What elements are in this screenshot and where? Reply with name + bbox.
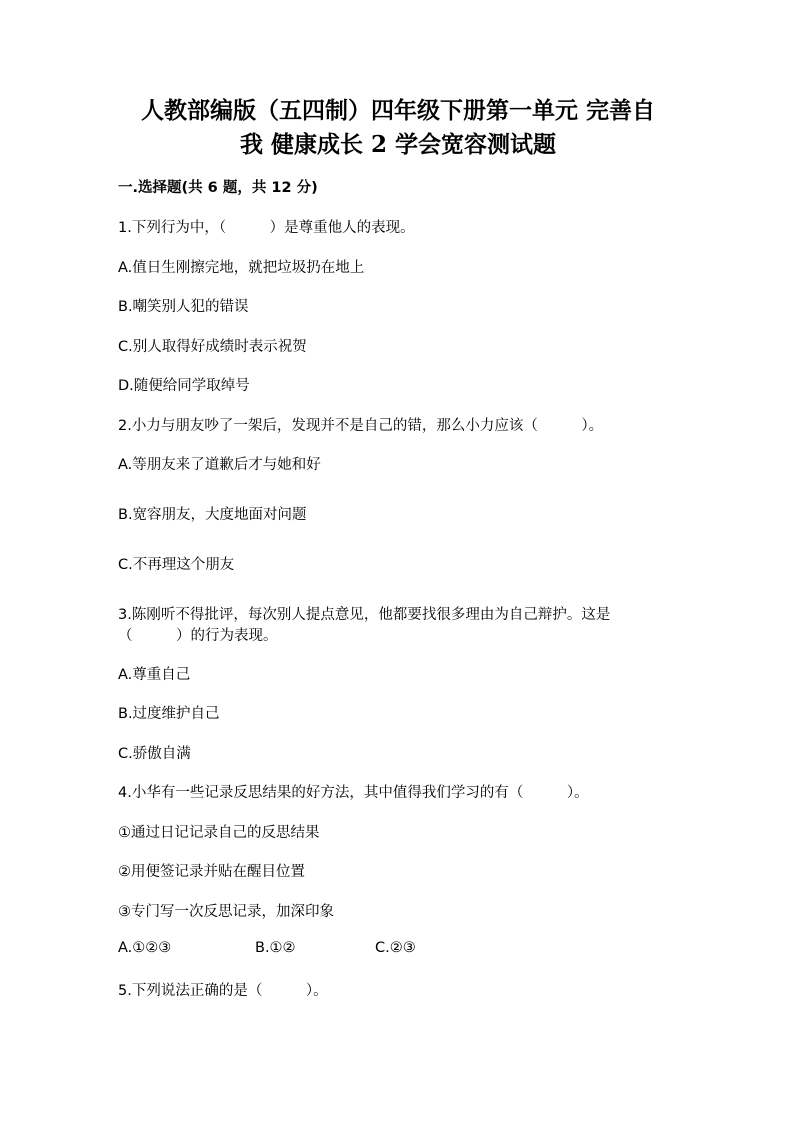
question-3-option-c: C.骄傲自满	[118, 746, 191, 762]
question-2-option-c: C.不再理这个朋友	[118, 557, 235, 573]
question-3-option-b: B.过度维护自己	[118, 706, 220, 722]
question-1-option-d: D.随便给同学取绰号	[118, 378, 250, 394]
question-4-item-3: ③专门写一次反思记录，加深印象	[118, 904, 334, 920]
question-3-stem-line-2: （ ）的行为表现。	[118, 628, 278, 644]
question-1-option-b: B.嘲笑别人犯的错误	[118, 299, 249, 315]
question-1-option-c: C.别人取得好成绩时表示祝贺	[118, 339, 307, 355]
question-2-stem: 2.小力与朋友吵了一架后，发现并不是自己的错，那么小力应该（ ）。	[118, 418, 604, 434]
question-3-option-a: A.尊重自己	[118, 667, 191, 683]
question-1-stem: 1.下列行为中，（ ）是尊重他人的表现。	[118, 220, 415, 236]
question-2-option-a: A.等朋友来了道歉后才与她和好	[118, 457, 321, 473]
question-4-options	[118, 940, 678, 960]
document-title	[118, 94, 678, 162]
question-3-stem-line-1: 3.陈刚听不得批评，每次别人提点意见，他都要找很多理由为自己辩护。这是	[118, 607, 611, 623]
question-4-option-a: A.①②③	[118, 940, 172, 956]
question-4-option-c: C.②③	[375, 940, 416, 956]
section-heading: 一.选择题(共 6 题，共 12 分)	[118, 180, 318, 196]
question-4-stem: 4.小华有一些记录反思结果的好方法，其中值得我们学习的有（ ）。	[118, 785, 589, 801]
question-4-option-b: B.①②	[255, 940, 296, 956]
question-4-item-1: ①通过日记记录自己的反思结果	[118, 825, 320, 841]
question-2-option-b: B.宽容朋友，大度地面对问题	[118, 507, 307, 523]
title-line-1: 人教部编版（五四制）四年级下册第一单元 完善自	[140, 97, 655, 124]
question-5-stem: 5.下列说法正确的是（ ）。	[118, 983, 328, 999]
title-line-2: 我 健康成长 2 学会宽容测试题	[239, 131, 557, 158]
question-4-item-2: ②用便签记录并贴在醒目位置	[118, 864, 305, 880]
question-1-option-a: A.值日生刚擦完地，就把垃圾扔在地上	[118, 260, 365, 276]
